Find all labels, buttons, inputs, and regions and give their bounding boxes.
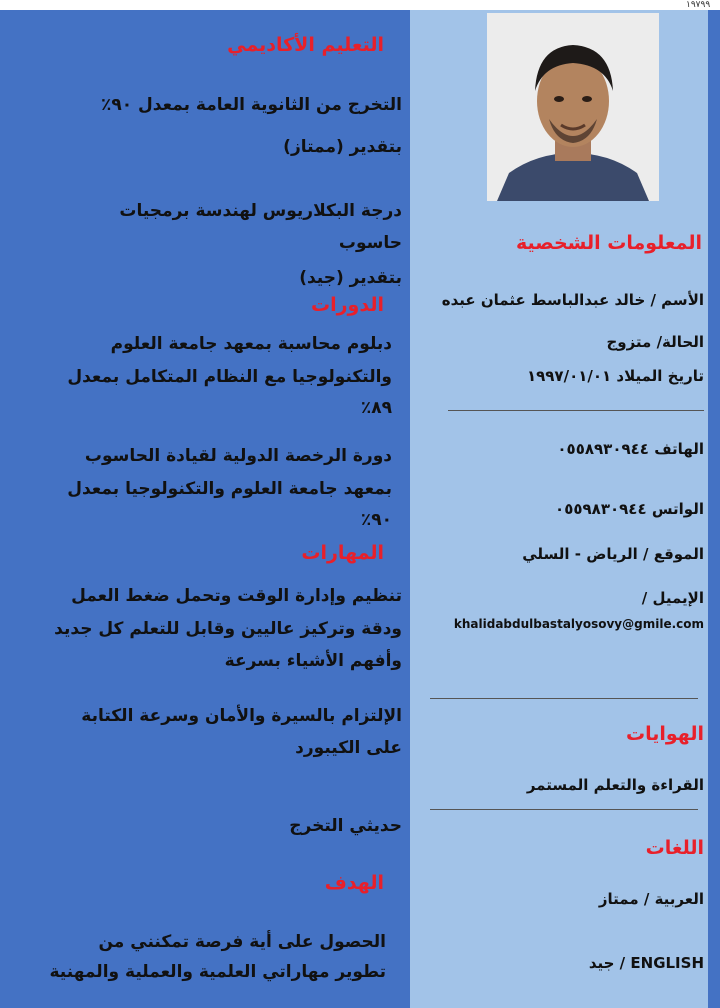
skill-line: الإلتزام بالسيرة والأمان وسرعة الكتابة [81, 706, 402, 726]
personal-location: الموقع / الرياض - السلي [522, 545, 704, 563]
personal-email-label: الإيميل / [641, 589, 704, 607]
right-strip [708, 10, 720, 1008]
skills-heading: المهارات [301, 542, 384, 564]
skill-line: حديثي التخرج [289, 816, 402, 836]
divider [448, 410, 704, 411]
courses-heading: الدورات [311, 294, 384, 316]
personal-birth: تاريخ الميلاد ١٩٩٧/٠١/٠١ [526, 367, 704, 385]
skill-line: تنظيم وإدارة الوقت وتحمل ضغط العمل [71, 586, 402, 606]
hobbies-text: القراءة والتعلم المستمر [526, 776, 704, 794]
personal-heading: المعلومات الشخصية [515, 232, 702, 254]
divider [430, 698, 698, 699]
goal-line: الحصول على أية فرصة تمكنني من [98, 932, 386, 952]
language-item: العربية / ممتاز [598, 890, 704, 908]
languages-heading: اللغات [645, 837, 704, 859]
personal-phone: الهاتف ٠٥٥٨٩٣٠٩٤٤ [557, 440, 704, 458]
course-line: دبلوم محاسبة بمعهد جامعة العلوم [110, 334, 392, 354]
skill-line: ودقة وتركيز عاليين وقابل للتعلم كل جديد [54, 619, 402, 639]
goal-line: تطوير مهاراتي العلمية والعملية والمهنية [49, 962, 386, 982]
personal-status: الحالة/ متزوج [606, 333, 704, 351]
language-item: ENGLISH / جيد [588, 954, 704, 972]
divider [430, 809, 698, 810]
skill-line: على الكيبورد [295, 738, 402, 758]
academic-line-clipped [299, 262, 402, 276]
academic-line: درجة البكلاريوس لهندسة برمجيات [119, 201, 402, 221]
academic-line: التخرج من الثانوية العامة بمعدل ٩٠٪ [100, 95, 402, 115]
personal-name: الأسم / خالد عبدالباسط عثمان عبده [441, 291, 704, 309]
personal-whatsapp: الواتس ٠٥٥٩٨٣٠٩٤٤ [555, 500, 704, 518]
course-line: دورة الرخصة الدولية لقيادة الحاسوب [84, 446, 392, 466]
profile-photo-image [487, 13, 659, 201]
academic-line: بتقدير (ممتاز) [283, 137, 402, 157]
academic-heading: التعليم الأكاديمي [227, 34, 384, 56]
course-line: ٩٠٪ [360, 510, 392, 530]
course-line: بمعهد جامعة العلوم والتكنولوجيا بمعدل [67, 479, 392, 499]
personal-email: khalidabdulbastalyosovy@gmile.com [453, 617, 704, 631]
hobbies-heading: الهوايات [626, 723, 704, 745]
page-number: ١٩٧٩٩ [686, 0, 711, 10]
course-line: ٨٩٪ [360, 398, 392, 418]
profile-photo [487, 13, 659, 201]
academic-line: حاسوب [338, 233, 402, 253]
skill-line: وأفهم الأشياء بسرعة [224, 651, 402, 671]
course-line: والتكنولوجيا مع النظام المتكامل بمعدل [67, 367, 392, 387]
goal-heading: الهدف [324, 872, 384, 894]
